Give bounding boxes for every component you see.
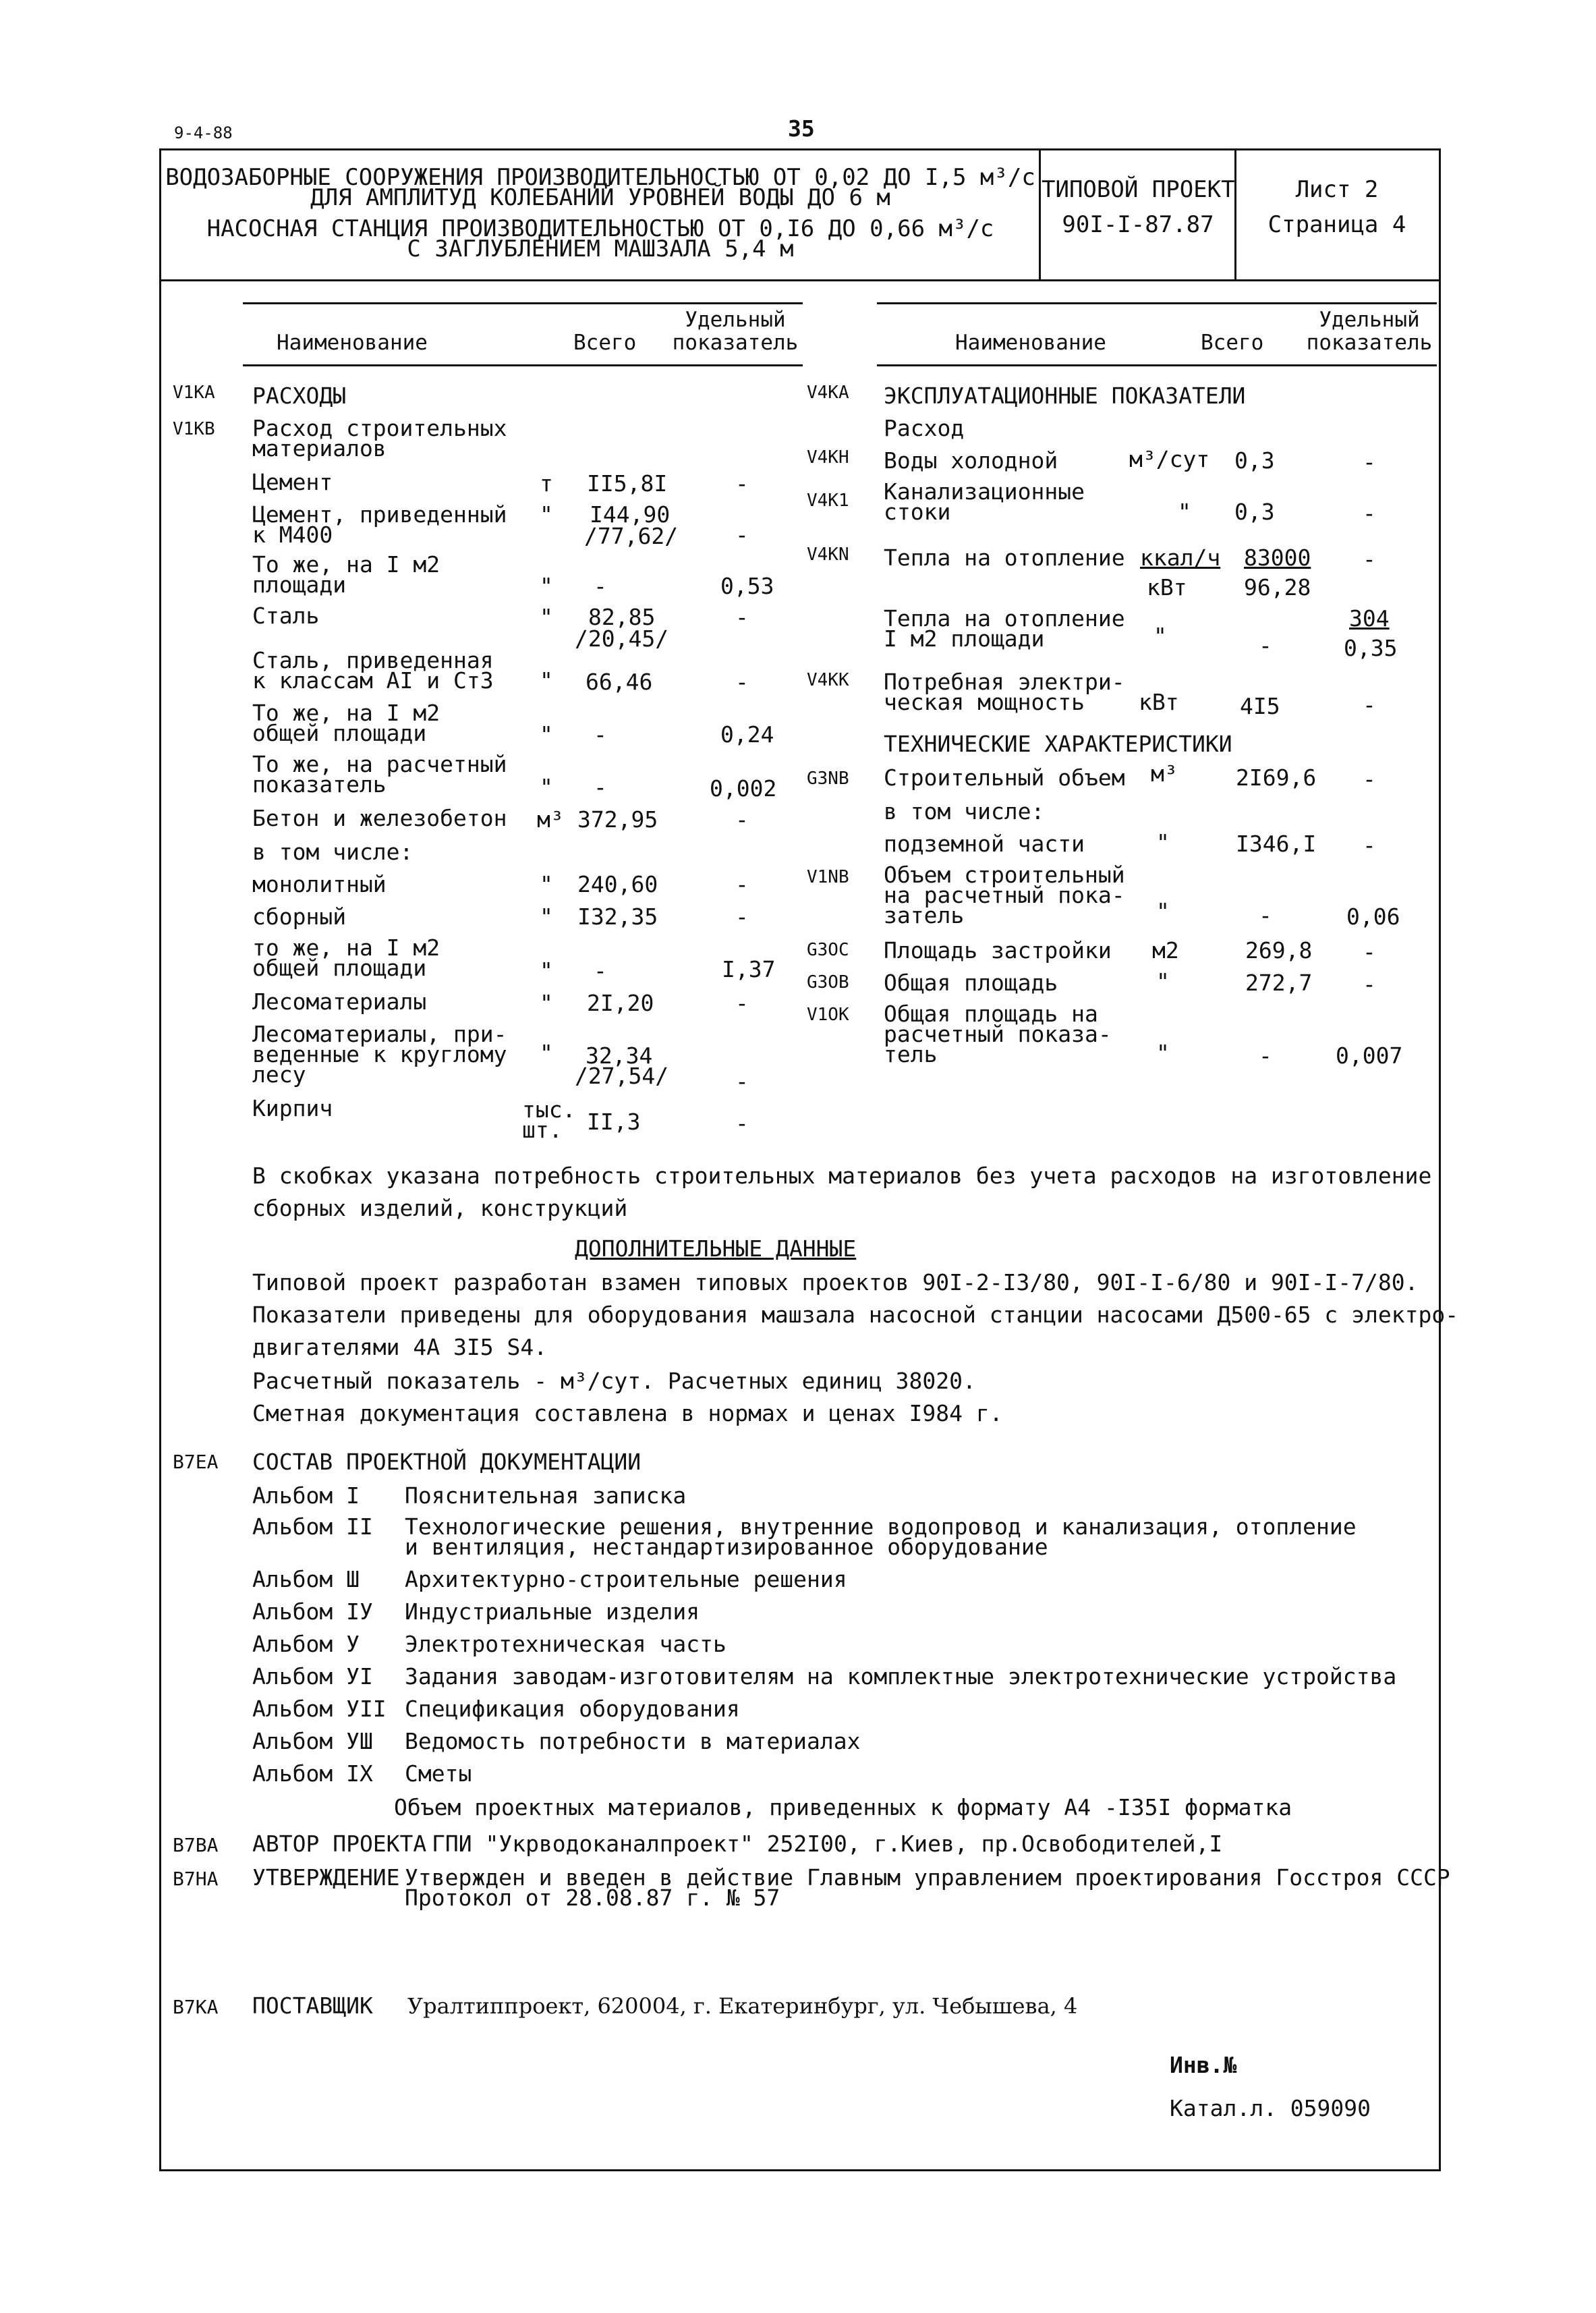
row-steel-a1-1: Сталь, приведенная: [252, 647, 494, 673]
docs-volume: Объем проектных материалов, приведенных к формату А4 -I35I форматка: [394, 1794, 1292, 1820]
album-7-desc: Спецификация оборудования: [405, 1696, 740, 1722]
heat-m2-total: -: [1259, 632, 1272, 659]
right-col-name: Наименование: [955, 331, 1106, 355]
cold-water-spec: -: [1363, 449, 1376, 475]
supplier-text: Уралтиппроект, 620004, г. Екатеринбург, ул. Чебышева, 4: [407, 1993, 1078, 2019]
album-4-desc: Индустриальные изделия: [405, 1598, 700, 1625]
left-col-total: Всего: [573, 331, 637, 355]
author-label: АВТОР ПРОЕКТА: [252, 1831, 427, 1857]
volume-total: 2I69,6: [1236, 764, 1317, 791]
code-g3ob: G3OB: [807, 972, 849, 993]
catalog-sheet: Катал.л. 059090: [1170, 2095, 1371, 2121]
timber-unit: ": [540, 990, 553, 1016]
section-technical: ТЕХНИЧЕСКИЕ ХАРАКТЕРИСТИКИ: [884, 731, 1232, 757]
row-steel-calc-2: показатель: [252, 771, 387, 798]
sheet-number: Лист 2: [1295, 176, 1379, 203]
cold-water-unit: м³/сут: [1129, 446, 1210, 472]
steel-spec: -: [735, 604, 749, 630]
project-label: ТИПОВОЙ ПРОЕКТ: [1042, 176, 1235, 203]
right-col-spec-2: показатель: [1306, 331, 1433, 355]
heat-m2-unit: ": [1153, 623, 1167, 649]
row-sewage-2: стоки: [884, 499, 951, 525]
same-m2-total: -: [594, 573, 607, 599]
built-area-unit: м2: [1152, 937, 1179, 964]
row-concrete: Бетон и железобетон: [252, 805, 507, 831]
header-vline-2: [1234, 148, 1236, 279]
row-underground: подземной части: [884, 831, 1085, 857]
row-incl-left: в том числе:: [252, 839, 414, 865]
approval-label: УТВЕРЖДЕНИЕ: [252, 1864, 400, 1891]
code-b7ka: В7КА: [173, 1996, 219, 2018]
heat-spec: -: [1363, 546, 1376, 572]
same-m2-unit: ": [540, 573, 553, 599]
project-number: 90I-I-87.87: [1062, 211, 1214, 238]
row-conc-m2-1: то же, на I м2: [252, 935, 440, 961]
code-b7ha: В7НА: [173, 1868, 219, 1890]
cement-m400-spec: -: [735, 522, 749, 548]
steel-a1-total: 66,46: [586, 669, 653, 695]
header-vline-1: [1039, 148, 1041, 279]
code-v1kb: V1KB: [173, 419, 215, 439]
album-6-name: Альбом УI: [252, 1663, 373, 1690]
same-m2-spec: 0,53: [720, 573, 774, 599]
heat-unit-2: кВт: [1147, 574, 1187, 601]
extra-line-3: двигателями 4А 3I5 S4.: [252, 1334, 548, 1360]
row-cement-m400-1: Цемент, приведенный: [252, 501, 507, 528]
vol-calc-spec: 0,06: [1346, 903, 1400, 930]
built-area-spec: -: [1363, 939, 1376, 965]
album-5-name: Альбом У: [252, 1631, 360, 1657]
row-timber-r-2: веденные к круглому: [252, 1041, 507, 1067]
heat-m2-spec-2: 0,35: [1344, 635, 1398, 661]
code-g3oc: G3OC: [807, 940, 849, 960]
page-number: 35: [788, 115, 815, 142]
row-cement-m400-2: к М400: [252, 522, 333, 548]
album-8-name: Альбом УШ: [252, 1728, 373, 1754]
left-table-top-rule: [243, 302, 803, 304]
row-monolith: монолитный: [252, 871, 387, 897]
heat-total-2: 96,28: [1244, 574, 1311, 601]
author-text: ГПИ "Укрводоканалпроект" 252I00, г.Киев, пр.Освободителей,I: [432, 1831, 1223, 1857]
approval-text-2: Протокол от 28.08.87 г. № 57: [405, 1885, 780, 1911]
concrete-spec: -: [735, 806, 749, 833]
monolith-total: 240,60: [577, 871, 658, 897]
timber-total: 2I,20: [587, 990, 654, 1016]
row-power-2: ческая мощность: [884, 689, 1085, 715]
volume-spec: -: [1363, 766, 1376, 792]
precast-total: I32,35: [577, 903, 658, 930]
concrete-total: 372,95: [577, 806, 658, 833]
left-col-spec-1: Удельный: [685, 308, 786, 332]
header-title-3: НАСОСНАЯ СТАНЦИЯ ПРОИЗВОДИТЕЛЬНОСТЬЮ ОТ 0,I6 ДО 0,66 м³/с: [206, 215, 994, 242]
row-vol-calc-2: на расчетный пока-: [884, 882, 1125, 908]
album-9-desc: Сметы: [405, 1760, 472, 1787]
steel-m2-unit: ": [540, 721, 553, 748]
row-area-calc-2: расчетный показа-: [884, 1021, 1112, 1047]
note-brackets-1: В скобках указана потребность строительных материалов без учета расходов на изготовление: [252, 1163, 1432, 1189]
right-table-top-rule: [877, 302, 1437, 304]
album-4-name: Альбом IУ: [252, 1598, 373, 1625]
code-v4kh: V4KH: [807, 447, 849, 468]
timber-r-total-2: /27,54/: [575, 1063, 669, 1089]
volume-unit: м³: [1151, 760, 1178, 787]
code-v1ka: V1KA: [173, 383, 215, 403]
row-steel-m2-2: общей площади: [252, 720, 427, 746]
row-power-1: Потребная электри-: [884, 669, 1125, 695]
row-flow: Расход: [884, 415, 965, 441]
row-precast: сборный: [252, 903, 347, 930]
inventory-number: Инв.№: [1170, 2052, 1237, 2078]
power-spec: -: [1363, 692, 1376, 718]
extra-line-1: Типовой проект разработан взамен типовых проектов 90I-2-I3/80, 90I-I-6/80 и 90I-I-7/80.: [252, 1269, 1419, 1295]
note-brackets-2: сборных изделий, конструкций: [252, 1195, 628, 1221]
row-heat-m2-2: I м2 площади: [884, 625, 1045, 652]
timber-r-unit: ": [540, 1040, 553, 1066]
cement-total: II5,8I: [587, 470, 668, 497]
built-area-total: 269,8: [1245, 937, 1313, 964]
row-sewage-1: Канализационные: [884, 478, 1085, 505]
row-built-area: Площадь застройки: [884, 937, 1112, 964]
date-stamp: 9-4-88: [174, 123, 233, 142]
steel-m2-spec: 0,24: [720, 721, 774, 748]
conc-m2-total: -: [594, 957, 607, 984]
steel-total-1: 82,85: [588, 604, 656, 630]
code-v4kn: V4KN: [807, 545, 849, 565]
code-v4k1: V4K1: [807, 491, 849, 511]
row-steel: Сталь: [252, 603, 320, 629]
row-same-m2-2: площади: [252, 572, 347, 598]
total-area-total: 272,7: [1245, 970, 1313, 996]
steel-calc-unit: ": [540, 774, 553, 800]
album-9-name: Альбом IX: [252, 1760, 373, 1787]
area-calc-total: -: [1259, 1042, 1272, 1069]
album-6-desc: Задания заводам-изготовителям на комплектные электротехнические устройства: [405, 1663, 1397, 1690]
row-area-calc-3: тель: [884, 1041, 938, 1067]
album-7-name: Альбом УII: [252, 1696, 387, 1722]
steel-total-2: /20,45/: [575, 625, 669, 652]
album-3-desc: Архитектурно-строительные решения: [405, 1566, 847, 1592]
header-title-4: С ЗАГЛУБЛЕНИЕМ МАШЗАЛА 5,4 м: [407, 235, 794, 262]
precast-unit: ": [540, 903, 553, 930]
row-total-area: Общая площадь: [884, 970, 1058, 996]
row-area-calc-1: Общая площадь на: [884, 1001, 1098, 1027]
materials-label-1: Расход строительных: [252, 415, 507, 441]
area-calc-unit: ": [1156, 1040, 1170, 1066]
album-8-desc: Ведомость потребности в материалах: [405, 1728, 861, 1754]
brick-total: II,3: [587, 1109, 641, 1135]
row-heat: Тепла на отопление: [884, 545, 1125, 571]
steel-calc-total: -: [594, 774, 607, 800]
right-table-head-rule: [877, 364, 1437, 366]
heat-total-1: 83000: [1244, 545, 1311, 571]
album-1-name: Альбом I: [252, 1482, 360, 1509]
sewage-spec: -: [1363, 500, 1376, 526]
row-timber-r-3: лесу: [252, 1061, 306, 1088]
conc-m2-unit: ": [540, 957, 553, 984]
left-table-head-rule: [243, 364, 803, 366]
header-title-1: ВОДОЗАБОРНЫЕ СООРУЖЕНИЯ ПРОИЗВОДИТЕЛЬНОСТЬЮ ОТ 0,02 ДО I,5 м³/с: [165, 164, 1035, 191]
code-v4kk: V4KK: [807, 670, 849, 690]
row-volume: Строительный объем: [884, 764, 1125, 791]
left-col-name: Наименование: [277, 331, 428, 355]
sewage-total: 0,3: [1234, 499, 1275, 525]
power-total: 4I5: [1240, 693, 1280, 719]
code-g3nb: G3NB: [807, 769, 849, 789]
section-operational: ЭКСПЛУАТАЦИОННЫЕ ПОКАЗАТЕЛИ: [884, 383, 1246, 409]
row-same-m2-1: То же, на I м2: [252, 551, 440, 578]
row-vol-calc-3: затель: [884, 902, 965, 928]
monolith-unit: ": [540, 871, 553, 897]
row-cold-water: Воды холодной: [884, 447, 1058, 474]
steel-m2-total: -: [594, 721, 607, 748]
supplier-label: ПОСТАВЩИК: [252, 1992, 373, 2019]
vol-calc-total: -: [1259, 902, 1272, 928]
cement-unit: т: [540, 470, 553, 497]
steel-unit: ": [540, 604, 553, 630]
materials-label-2: материалов: [252, 435, 387, 462]
row-steel-m2-1: То же, на I м2: [252, 700, 440, 726]
monolith-spec: -: [735, 871, 749, 897]
brick-unit-2: шт.: [522, 1117, 563, 1143]
underground-total: I346,I: [1236, 831, 1317, 857]
section-consumption: РАСХОДЫ: [252, 383, 347, 409]
code-v1nb: V1NB: [807, 867, 849, 887]
steel-a1-unit: ": [540, 667, 553, 694]
brick-unit-1: тыс.: [522, 1096, 576, 1123]
row-steel-a1-2: к классам AI и Ст3: [252, 667, 494, 694]
row-vol-calc-1: Объем строительный: [884, 862, 1125, 888]
page-info: Страница 4: [1267, 211, 1406, 238]
total-area-unit: ": [1156, 968, 1170, 995]
row-brick: Кирпич: [252, 1095, 333, 1121]
extra-line-2: Показатели приведены для оборудования машзала насосной станции насосами Д500-65 с электро-: [252, 1302, 1459, 1328]
extra-data-title: ДОПОЛНИТЕЛЬНЫЕ ДАННЫЕ: [575, 1235, 857, 1262]
brick-spec: -: [735, 1110, 749, 1136]
approval-text-1: Утвержден и введен в действие Главным управлением проектирования Госстроя СССР: [405, 1864, 1450, 1891]
code-v4ka: V4KA: [807, 383, 849, 403]
steel-calc-spec: 0,002: [710, 775, 777, 802]
total-area-spec: -: [1363, 971, 1376, 997]
album-2-name: Альбом II: [252, 1513, 373, 1540]
precast-spec: -: [735, 903, 749, 930]
heat-unit-1: ккал/ч: [1140, 545, 1221, 571]
code-v1ok: V1OK: [807, 1005, 849, 1025]
left-col-spec-2: показатель: [672, 331, 799, 355]
album-2-desc-2: и вентиляция, нестандартизированное оборудование: [405, 1534, 1048, 1560]
conc-m2-spec: I,37: [722, 956, 776, 982]
row-timber: Лесоматериалы: [252, 988, 427, 1015]
album-3-name: Альбом Ш: [252, 1566, 360, 1592]
underground-spec: -: [1363, 832, 1376, 858]
header-title-2: ДЛЯ АМПЛИТУД КОЛЕБАНИЙ УРОВНЕЙ ВОДЫ ДО 6 м: [310, 184, 890, 211]
heat-m2-spec-1: 304: [1349, 605, 1390, 632]
cement-m400-total-1: I44,90: [590, 501, 671, 528]
code-b7ea: В7ЕА: [173, 1451, 219, 1473]
timber-spec: -: [735, 990, 749, 1016]
cold-water-total: 0,3: [1234, 447, 1275, 474]
cement-m400-unit: ": [540, 501, 553, 528]
code-b7ba: В7ВА: [173, 1834, 219, 1856]
vol-calc-unit: ": [1156, 898, 1170, 924]
sewage-unit: ": [1178, 499, 1191, 525]
timber-r-total-1: 32,34: [586, 1042, 653, 1069]
power-unit: кВт: [1139, 689, 1179, 715]
row-incl-right: в том числе:: [884, 798, 1045, 825]
album-1-desc: Пояснительная записка: [405, 1482, 687, 1509]
right-col-total: Всего: [1201, 331, 1264, 355]
row-heat-m2-1: Тепла на отопление: [884, 605, 1125, 632]
header-divider: [159, 279, 1439, 281]
extra-line-4: Расчетный показатель - м³/сут. Расчетных единиц 38020.: [252, 1368, 976, 1394]
album-5-desc: Электротехническая часть: [405, 1631, 726, 1657]
row-timber-r-1: Лесоматериалы, при-: [252, 1021, 507, 1047]
docs-title: СОСТАВ ПРОЕКТНОЙ ДОКУМЕНТАЦИИ: [252, 1449, 642, 1475]
timber-r-spec: -: [735, 1068, 749, 1094]
extra-line-5: Сметная документация составлена в нормах и ценах I984 г.: [252, 1400, 1003, 1426]
row-conc-m2-2: общей площади: [252, 955, 427, 981]
concrete-unit: м³: [537, 806, 564, 833]
album-2-desc: Технологические решения, внутренние водопровод и канализация, отопление: [405, 1513, 1357, 1540]
right-col-spec-1: Удельный: [1319, 308, 1420, 332]
area-calc-spec: 0,007: [1336, 1042, 1403, 1069]
row-cement: Цемент: [252, 469, 333, 495]
cement-spec: -: [735, 470, 749, 497]
underground-unit: ": [1156, 829, 1170, 856]
steel-a1-spec: -: [735, 669, 749, 695]
row-steel-calc-1: То же, на расчетный: [252, 751, 507, 777]
cement-m400-total-2: /77,62/: [584, 523, 679, 549]
